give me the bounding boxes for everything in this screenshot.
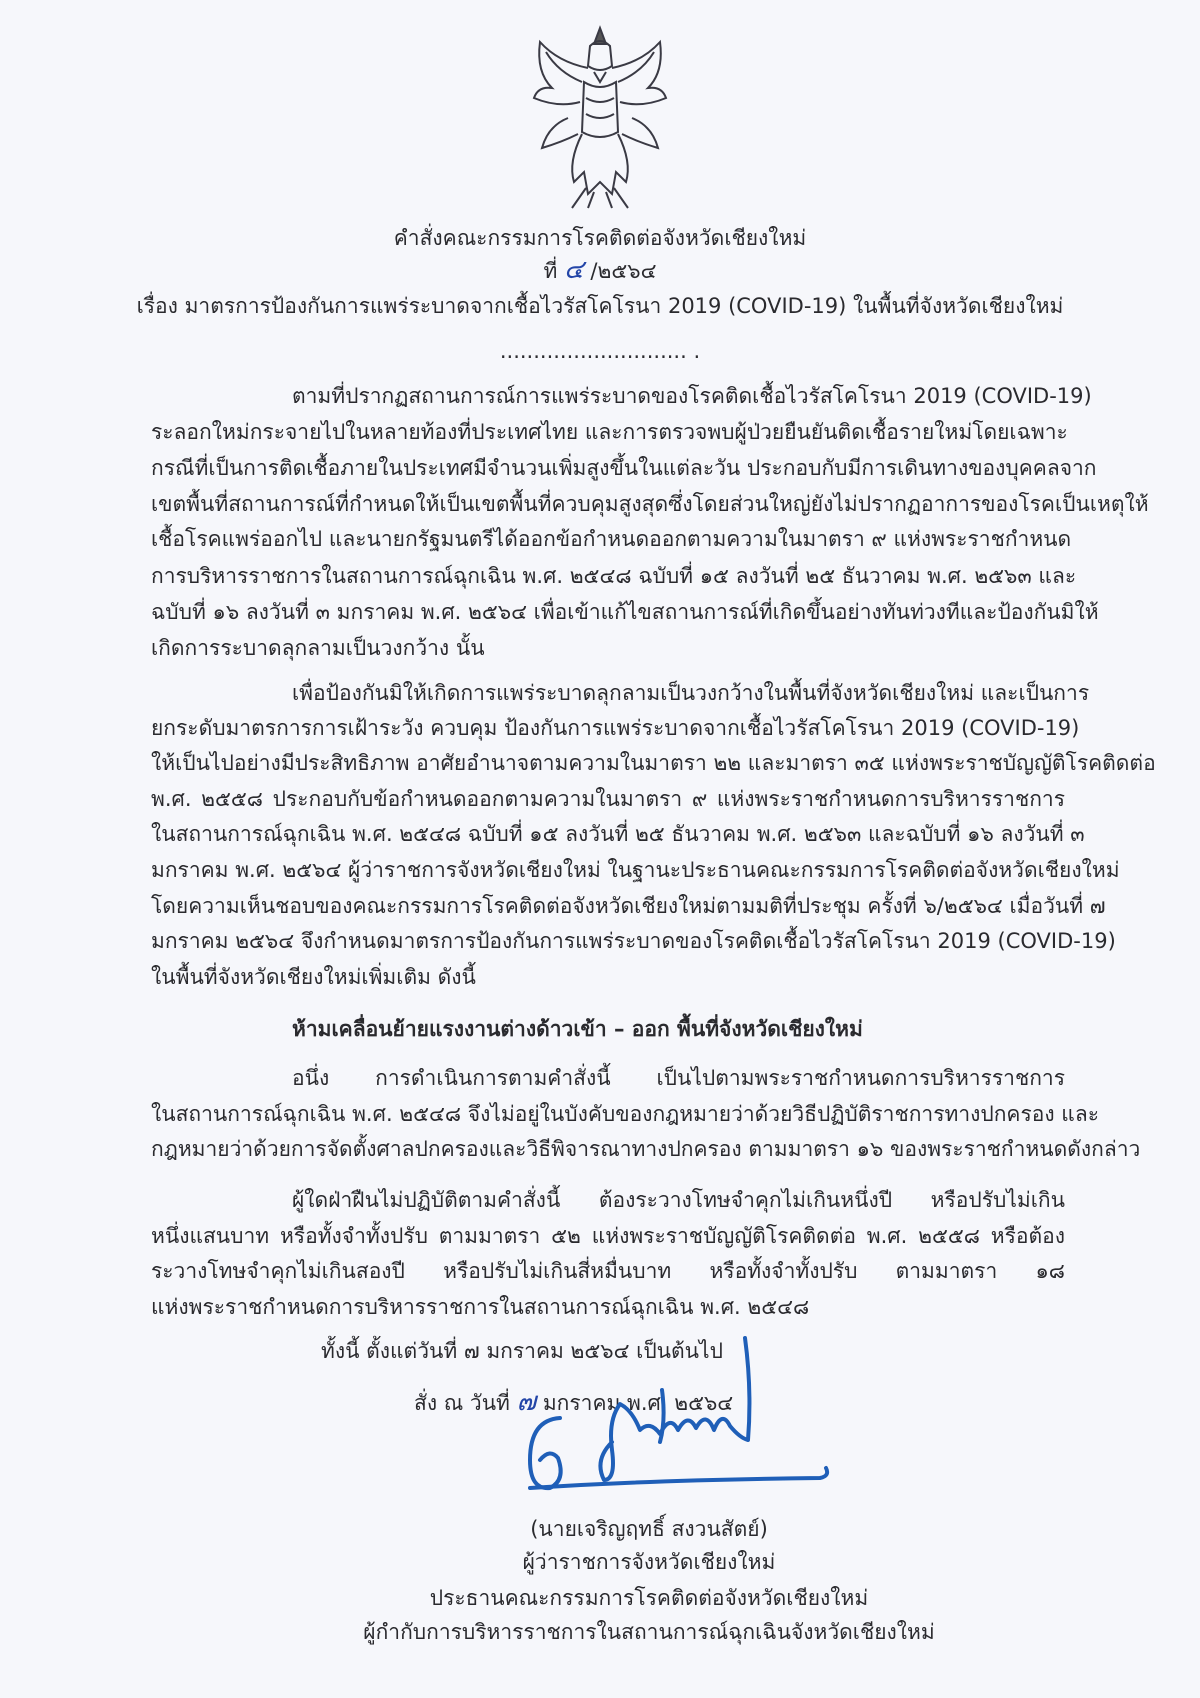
paragraph-2-line: มกราคม ๒๕๖๔ จึงกำหนดมาตรการป้องกันการแพร่ระบาดของโรคติดเชื้อไวรัสโคโรนา 2019 (COVID-19): [151, 929, 1116, 953]
effective-date: ทั้งนี้ ตั้งแต่วันที่ ๗ มกราคม ๒๕๖๔ เป็นต้นไป: [321, 1339, 723, 1363]
handwritten-signature: [500, 1330, 840, 1500]
paragraph-1-line: เขตพื้นที่สถานการณ์ที่กำหนดให้เป็นเขตพื้นที่ควบคุมสูงสุดซึ่งโดยส่วนใหญ่ยังไม่ปรากฏอาการของโรคเป็นเหตุให้: [151, 492, 1149, 516]
signatory-title: ผู้ว่าราชการจังหวัดเชียงใหม่: [522, 1550, 776, 1574]
paragraph-4-line: ผู้ใดฝ่าฝืนไม่ปฏิบัติตามคำสั่งนี้ ต้องระวางโทษจำคุกไม่เกินหนึ่งปี หรือปรับไม่เกิน: [292, 1188, 1065, 1212]
paragraph-4-line: แห่งพระราชกำหนดการบริหารราชการในสถานการณ์ฉุกเฉิน พ.ศ. ๒๕๔๘: [151, 1295, 810, 1319]
paragraph-2-line: ในสถานการณ์ฉุกเฉิน พ.ศ. ๒๕๔๘ ฉบับที่ ๑๕ ลงวันที่ ๒๕ ธันวาคม พ.ศ. ๒๕๖๓ และฉบับที่ ๑๖ ลงวันที่ ๓: [151, 822, 1085, 846]
order-number-handwritten: ๔: [564, 255, 584, 285]
order-date-suffix: มกราคม พ.ศ. ๒๕๖๔: [542, 1391, 734, 1415]
paragraph-1-line: ฉบับที่ ๑๖ ลงวันที่ ๓ มกราคม พ.ศ. ๒๕๖๔ เพื่อเข้าแก้ไขสถานการณ์ที่เกิดขึ้นอย่างทันท่วงทีและป้องกันมิให้: [151, 600, 1099, 624]
paragraph-2-line: เพื่อป้องกันมิให้เกิดการแพร่ระบาดลุกลามเป็นวงกว้างในพื้นที่จังหวัดเชียงใหม่ และเป็นการ: [292, 681, 1090, 705]
paragraph-4-line: หนึ่งแสนบาท หรือทั้งจำทั้งปรับ ตามมาตรา ๕๒ แห่งพระราชบัญญัติโรคติดต่อ พ.ศ. ๒๕๕๘ หรือต้อง: [151, 1224, 1065, 1248]
garuda-emblem-icon: [528, 22, 672, 212]
paragraph-2-line: มกราคม พ.ศ. ๒๕๖๔ ผู้ว่าราชการจังหวัดเชียงใหม่ ในฐานะประธานคณะกรรมการโรคติดต่อจังหวัดเชียงใหม่: [151, 858, 1120, 882]
paragraph-1-line: เชื้อโรคแพร่ออกไป และนายกรัฐมนตรีได้ออกข้อกำหนดออกตามความในมาตรา ๙ แห่งพระราชกำหนด: [151, 527, 1072, 551]
paragraph-3-line: ในสถานการณ์ฉุกเฉิน พ.ศ. ๒๕๔๘ จึงไม่อยู่ในบังคับของกฎหมายว่าด้วยวิธีปฏิบัติราชการทางปกครอง และ: [151, 1102, 1099, 1126]
paragraph-2-line: โดยความเห็นชอบของคณะกรรมการโรคติดต่อจังหวัดเชียงใหม่ตามมติที่ประชุม ครั้งที่ ๖/๒๕๖๔ เมื่อวันที่ ๗: [151, 894, 1106, 918]
order-date-day-handwritten: ๗: [516, 1387, 537, 1417]
paragraph-1-line: เกิดการระบาดลุกลามเป็นวงกว้าง นั้น: [151, 636, 485, 660]
signatory-name: (นายเจริญฤทธิ์ สงวนสัตย์): [530, 1517, 768, 1541]
order-number-suffix: /๒๕๖๔: [590, 259, 657, 283]
measure-heading: ห้ามเคลื่อนย้ายแรงงานต่างด้าวเข้า – ออก พื้นที่จังหวัดเชียงใหม่: [292, 1017, 863, 1041]
paragraph-1-line: กรณีที่เป็นการติดเชื้อภายในประเทศมีจำนวนเพิ่มสูงขึ้นในแต่ละวัน ประกอบกับมีการเดินทางของบุคคลจาก: [151, 456, 1097, 480]
signatory-title: ผู้กำกับการบริหารราชการในสถานการณ์ฉุกเฉินจังหวัดเชียงใหม่: [363, 1620, 935, 1644]
paragraph-2-line: พ.ศ. ๒๕๕๘ ประกอบกับข้อกำหนดออกตามความในมาตรา ๙ แห่งพระราชกำหนดการบริหารราชการ: [151, 787, 1065, 811]
paragraph-4-line: ระวางโทษจำคุกไม่เกินสองปี หรือปรับไม่เกินสี่หมื่นบาท หรือทั้งจำทั้งปรับ ตามมาตรา ๑๘: [151, 1259, 1065, 1283]
order-date-prefix: สั่ง ณ วันที่: [414, 1391, 510, 1415]
paragraph-1-line: ตามที่ปรากฏสถานการณ์การแพร่ระบาดของโรคติดเชื้อไวรัสโคโรนา 2019 (COVID-19): [292, 384, 1092, 408]
order-number-prefix: ที่: [543, 259, 558, 283]
paragraph-3-line: อนึ่ง การดำเนินการตามคำสั่งนี้ เป็นไปตามพระราชกำหนดการบริหารราชการ: [292, 1066, 1065, 1090]
separator: ............................ .: [499, 339, 701, 363]
paragraph-1-line: ระลอกใหม่กระจายไปในหลายท้องที่ประเทศไทย และการตรวจพบผู้ป่วยยืนยันติดเชื้อรายใหม่โดยเฉพาะ: [151, 420, 1068, 444]
order-number: [0, 252, 1200, 288]
paragraph-2-line: ยกระดับมาตรการการเฝ้าระวัง ควบคุม ป้องกันการแพร่ระบาดจากเชื้อไวรัสโคโรนา 2019 (COVID-19): [151, 716, 1080, 740]
paragraph-2-line: ในพื้นที่จังหวัดเชียงใหม่เพิ่มเติม ดังนี้: [151, 965, 476, 989]
document-subject: เรื่อง มาตรการป้องกันการแพร่ระบาดจากเชื้อไวรัสโคโรนา 2019 (COVID-19) ในพื้นที่จังหวัดเชียงใหม่: [136, 294, 1064, 318]
paragraph-2-line: ให้เป็นไปอย่างมีประสิทธิภาพ อาศัยอำนาจตามความในมาตรา ๒๒ และมาตรา ๓๕ แห่งพระราชบัญญัติโรคติดต่อ: [151, 751, 1156, 775]
paragraph-3-line: กฎหมายว่าด้วยการจัดตั้งศาลปกครองและวิธีพิจารณาทางปกครอง ตามมาตรา ๑๖ ของพระราชกำหนดดังกล่าว: [151, 1137, 1141, 1161]
signatory-title: ประธานคณะกรรมการโรคติดต่อจังหวัดเชียงใหม่: [429, 1586, 869, 1610]
paragraph-1-line: การบริหารราชการในสถานการณ์ฉุกเฉิน พ.ศ. ๒๕๔๘ ฉบับที่ ๑๕ ลงวันที่ ๒๕ ธันวาคม พ.ศ. ๒๕๖๓ และ: [151, 564, 1077, 588]
document-title: คำสั่งคณะกรรมการโรคติดต่อจังหวัดเชียงใหม่: [393, 226, 807, 250]
